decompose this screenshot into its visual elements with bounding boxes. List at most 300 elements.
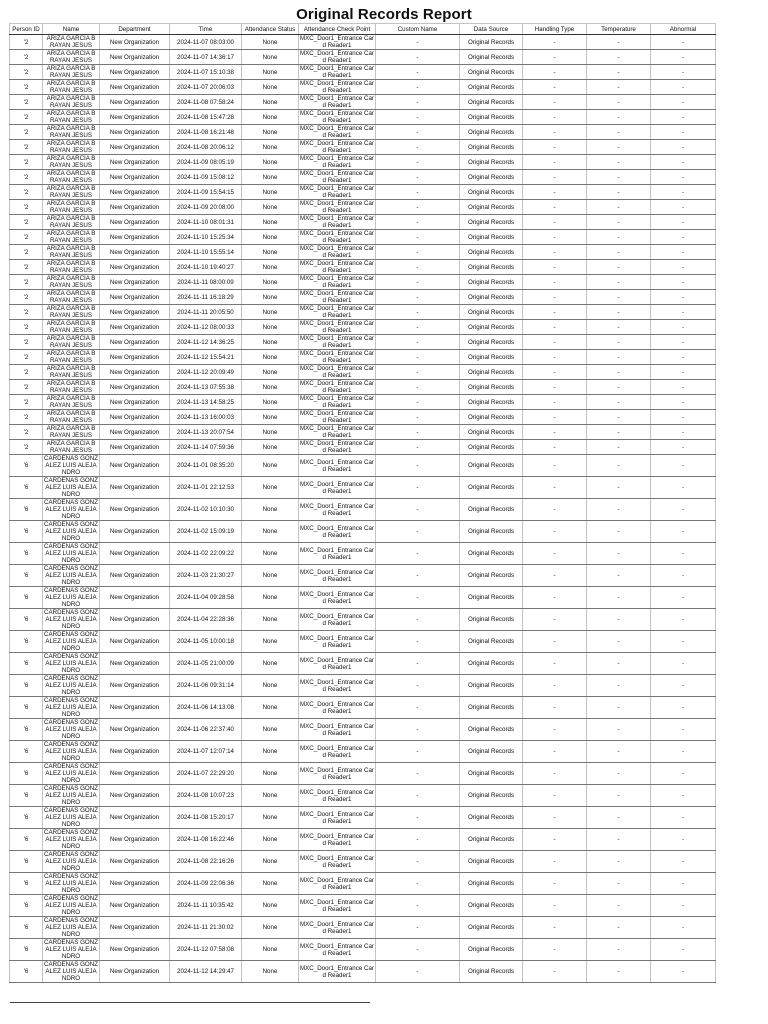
name-cell: ARIZA GARCIA B RAYAN JESUS: [43, 125, 100, 140]
check-point-cell: MXC_Door1_Entrance Card Reader1: [299, 521, 376, 543]
check-point-cell: MXC_Door1_Entrance Card Reader1: [300, 275, 374, 289]
status-cell: None: [242, 200, 299, 215]
data-source-cell: Original Records: [460, 80, 523, 95]
check-point-cell: MXC_Door1_Entrance Card Reader1: [300, 320, 374, 334]
time-cell: 2024-11-12 08:00:33: [170, 320, 242, 335]
table-row: [10, 365, 716, 380]
abnormal-cell: -: [651, 35, 716, 50]
abnormal-cell: -: [651, 477, 716, 499]
department-cell: New Organization: [100, 785, 170, 807]
table-row: [10, 125, 716, 140]
time-cell: 2024-11-07 20:06:03: [170, 80, 242, 95]
abnormal-cell: -: [651, 425, 716, 440]
time-cell: 2024-11-04 09:28:58: [170, 587, 242, 609]
department-cell: New Organization: [100, 719, 170, 741]
custom-name-cell: -: [376, 499, 460, 521]
name-cell: ARIZA GARCIA B RAYAN JESUS: [43, 395, 100, 410]
abnormal-cell: -: [651, 697, 716, 719]
time-cell: 2024-11-08 07:58:24: [170, 95, 242, 110]
data-source-cell: Original Records: [460, 719, 523, 741]
check-point-cell: MXC_Door1_Entrance Card Reader1: [300, 245, 374, 259]
name-cell: CARDENAS GONZALEZ LUIS ALEJANDRO: [44, 873, 98, 894]
status-cell: None: [242, 335, 299, 350]
data-source-cell: Original Records: [460, 365, 523, 380]
name-cell: ARIZA GARCIA B RAYAN JESUS: [43, 200, 100, 215]
check-point-cell: MXC_Door1_Entrance Card Reader1: [300, 155, 374, 169]
abnormal-cell: -: [651, 719, 716, 741]
department-cell: New Organization: [100, 917, 170, 939]
name-cell: CARDENAS GONZALEZ LUIS ALEJANDRO: [44, 675, 98, 696]
time-cell: 2024-11-04 22:28:36: [170, 609, 242, 631]
name-cell: CARDENAS GONZALEZ LUIS ALEJANDRO: [44, 829, 98, 850]
person-id-cell: '2: [10, 440, 43, 455]
abnormal-cell: -: [651, 185, 716, 200]
custom-name-cell: -: [376, 140, 460, 155]
handling-type-cell: -: [523, 653, 587, 675]
abnormal-cell: -: [651, 631, 716, 653]
table-row: [10, 587, 716, 609]
name-cell: ARIZA GARCIA B RAYAN JESUS: [43, 290, 100, 305]
time-cell: 2024-11-07 14:36:17: [170, 50, 242, 65]
temperature-cell: -: [587, 741, 651, 763]
temperature-cell: -: [587, 290, 651, 305]
person-id-cell: '2: [10, 230, 43, 245]
temperature-cell: -: [587, 335, 651, 350]
abnormal-cell: -: [651, 245, 716, 260]
status-cell: None: [242, 785, 299, 807]
temperature-cell: -: [587, 410, 651, 425]
data-source-cell: Original Records: [460, 895, 523, 917]
custom-name-cell: -: [376, 95, 460, 110]
table-row: [10, 215, 716, 230]
time-cell: 2024-11-12 14:29:47: [170, 961, 242, 983]
check-point-cell: MXC_Door1_Entrance Card Reader1: [299, 741, 376, 763]
temperature-cell: -: [587, 939, 651, 961]
data-source-cell: Original Records: [460, 170, 523, 185]
person-id-cell: '2: [10, 170, 43, 185]
person-id-cell: '2: [10, 95, 43, 110]
name-cell: CARDENAS GONZALEZ LUIS ALEJANDRO: [44, 851, 98, 872]
time-cell: 2024-11-09 15:08:12: [170, 170, 242, 185]
table-row: [10, 653, 716, 675]
department-cell: New Organization: [100, 499, 170, 521]
person-id-cell: '6: [10, 543, 43, 565]
status-cell: None: [242, 275, 299, 290]
temperature-cell: -: [587, 305, 651, 320]
department-cell: New Organization: [100, 290, 170, 305]
check-point-cell: MXC_Door1_Entrance Card Reader1: [300, 185, 374, 199]
status-cell: None: [242, 697, 299, 719]
abnormal-cell: -: [651, 365, 716, 380]
table-row: [10, 477, 716, 499]
custom-name-cell: -: [376, 675, 460, 697]
person-id-cell: '6: [10, 565, 43, 587]
name-cell: CARDENAS GONZALEZ LUIS ALEJANDRO: [44, 895, 98, 916]
data-source-cell: Original Records: [460, 631, 523, 653]
handling-type-cell: -: [523, 565, 587, 587]
temperature-cell: -: [587, 785, 651, 807]
department-cell: New Organization: [100, 895, 170, 917]
person-id-cell: '6: [10, 741, 43, 763]
custom-name-cell: -: [376, 719, 460, 741]
name-cell: CARDENAS GONZALEZ LUIS ALEJANDRO: [44, 807, 98, 828]
name-cell: CARDENAS GONZALEZ LUIS ALEJANDRO: [44, 939, 98, 960]
time-cell: 2024-11-02 22:09:22: [170, 543, 242, 565]
time-cell: 2024-11-07 12:07:14: [170, 741, 242, 763]
time-cell: 2024-11-02 15:09:19: [170, 521, 242, 543]
custom-name-cell: -: [376, 917, 460, 939]
department-cell: New Organization: [100, 741, 170, 763]
abnormal-cell: -: [651, 499, 716, 521]
check-point-cell: MXC_Door1_Entrance Card Reader1: [300, 380, 374, 394]
name-cell: ARIZA GARCIA B RAYAN JESUS: [43, 425, 100, 440]
table-row: [10, 807, 716, 829]
department-cell: New Organization: [100, 631, 170, 653]
check-point-cell: MXC_Door1_Entrance Card Reader1: [299, 895, 376, 917]
status-cell: None: [242, 260, 299, 275]
name-cell: CARDENAS GONZALEZ LUIS ALEJANDRO: [44, 587, 98, 608]
handling-type-cell: -: [523, 741, 587, 763]
table-row: [10, 763, 716, 785]
person-id-cell: '6: [10, 653, 43, 675]
handling-type-cell: -: [523, 80, 587, 95]
department-cell: New Organization: [100, 763, 170, 785]
name-cell: CARDENAS GONZALEZ LUIS ALEJANDRO: [44, 543, 98, 564]
temperature-cell: -: [587, 350, 651, 365]
time-cell: 2024-11-09 15:54:15: [170, 185, 242, 200]
abnormal-cell: -: [651, 939, 716, 961]
check-point-cell: MXC_Door1_Entrance Card Reader1: [300, 200, 374, 214]
handling-type-cell: -: [523, 245, 587, 260]
column-header-custom-name: Custom Name: [376, 24, 460, 35]
data-source-cell: Original Records: [460, 653, 523, 675]
data-source-cell: Original Records: [460, 477, 523, 499]
time-cell: 2024-11-08 15:47:28: [170, 110, 242, 125]
data-source-cell: Original Records: [460, 697, 523, 719]
status-cell: None: [242, 95, 299, 110]
name-cell: CARDENAS GONZALEZ LUIS ALEJANDRO: [44, 499, 98, 520]
temperature-cell: -: [587, 697, 651, 719]
table-row: [10, 380, 716, 395]
abnormal-cell: -: [651, 260, 716, 275]
status-cell: None: [242, 305, 299, 320]
data-source-cell: Original Records: [460, 873, 523, 895]
check-point-cell: MXC_Door1_Entrance Card Reader1: [300, 230, 374, 244]
abnormal-cell: -: [651, 65, 716, 80]
handling-type-cell: -: [523, 543, 587, 565]
check-point-cell: MXC_Door1_Entrance Card Reader1: [300, 170, 374, 184]
person-id-cell: '2: [10, 305, 43, 320]
handling-type-cell: -: [523, 719, 587, 741]
data-source-cell: Original Records: [460, 785, 523, 807]
custom-name-cell: -: [376, 807, 460, 829]
time-cell: 2024-11-09 20:08:00: [170, 200, 242, 215]
custom-name-cell: -: [376, 365, 460, 380]
check-point-cell: MXC_Door1_Entrance Card Reader1: [300, 365, 374, 379]
data-source-cell: Original Records: [460, 110, 523, 125]
abnormal-cell: -: [651, 335, 716, 350]
custom-name-cell: -: [376, 275, 460, 290]
person-id-cell: '2: [10, 380, 43, 395]
name-cell: ARIZA GARCIA B RAYAN JESUS: [43, 35, 100, 50]
records-body: [10, 35, 716, 983]
time-cell: 2024-11-13 14:58:25: [170, 395, 242, 410]
temperature-cell: -: [587, 365, 651, 380]
table-row: [10, 631, 716, 653]
data-source-cell: Original Records: [460, 380, 523, 395]
person-id-cell: '2: [10, 275, 43, 290]
status-cell: None: [242, 185, 299, 200]
department-cell: New Organization: [100, 200, 170, 215]
data-source-cell: Original Records: [460, 200, 523, 215]
abnormal-cell: -: [651, 609, 716, 631]
time-cell: 2024-11-06 22:37:40: [170, 719, 242, 741]
custom-name-cell: -: [376, 961, 460, 983]
status-cell: None: [242, 565, 299, 587]
status-cell: None: [242, 425, 299, 440]
handling-type-cell: -: [523, 50, 587, 65]
person-id-cell: '6: [10, 477, 43, 499]
custom-name-cell: -: [376, 230, 460, 245]
custom-name-cell: -: [376, 380, 460, 395]
handling-type-cell: -: [523, 320, 587, 335]
table-row: [10, 440, 716, 455]
name-cell: ARIZA GARCIA B RAYAN JESUS: [43, 320, 100, 335]
time-cell: 2024-11-12 15:54:21: [170, 350, 242, 365]
check-point-cell: MXC_Door1_Entrance Card Reader1: [300, 335, 374, 349]
time-cell: 2024-11-07 08:03:00: [170, 35, 242, 50]
name-cell: ARIZA GARCIA B RAYAN JESUS: [43, 410, 100, 425]
status-cell: None: [242, 477, 299, 499]
column-header-handling-type: Handling Type: [523, 24, 587, 35]
abnormal-cell: -: [651, 829, 716, 851]
table-row: [10, 260, 716, 275]
person-id-cell: '2: [10, 185, 43, 200]
table-row: [10, 410, 716, 425]
check-point-cell: MXC_Door1_Entrance Card Reader1: [299, 807, 376, 829]
status-cell: None: [242, 50, 299, 65]
department-cell: New Organization: [100, 477, 170, 499]
temperature-cell: -: [587, 873, 651, 895]
handling-type-cell: -: [523, 961, 587, 983]
check-point-cell: MXC_Door1_Entrance Card Reader1: [299, 587, 376, 609]
handling-type-cell: -: [523, 185, 587, 200]
person-id-cell: '6: [10, 917, 43, 939]
person-id-cell: '6: [10, 697, 43, 719]
table-row: [10, 785, 716, 807]
table-row: [10, 961, 716, 983]
person-id-cell: '2: [10, 350, 43, 365]
data-source-cell: Original Records: [460, 565, 523, 587]
abnormal-cell: -: [651, 275, 716, 290]
data-source-cell: Original Records: [460, 335, 523, 350]
table-row: [10, 455, 716, 477]
time-cell: 2024-11-11 16:18:29: [170, 290, 242, 305]
abnormal-cell: -: [651, 305, 716, 320]
department-cell: New Organization: [100, 440, 170, 455]
check-point-cell: MXC_Door1_Entrance Card Reader1: [300, 110, 374, 124]
temperature-cell: -: [587, 807, 651, 829]
table-row: [10, 245, 716, 260]
handling-type-cell: -: [523, 895, 587, 917]
table-row: [10, 80, 716, 95]
table-row: [10, 200, 716, 215]
person-id-cell: '2: [10, 35, 43, 50]
person-id-cell: '6: [10, 499, 43, 521]
abnormal-cell: -: [651, 125, 716, 140]
status-cell: None: [242, 719, 299, 741]
data-source-cell: Original Records: [460, 763, 523, 785]
name-cell: ARIZA GARCIA B RAYAN JESUS: [43, 275, 100, 290]
name-cell: ARIZA GARCIA B RAYAN JESUS: [43, 155, 100, 170]
time-cell: 2024-11-12 20:09:49: [170, 365, 242, 380]
handling-type-cell: -: [523, 335, 587, 350]
name-cell: ARIZA GARCIA B RAYAN JESUS: [43, 80, 100, 95]
table-row: [10, 917, 716, 939]
temperature-cell: -: [587, 185, 651, 200]
department-cell: New Organization: [100, 230, 170, 245]
temperature-cell: -: [587, 961, 651, 983]
handling-type-cell: -: [523, 675, 587, 697]
handling-type-cell: -: [523, 275, 587, 290]
data-source-cell: Original Records: [460, 125, 523, 140]
handling-type-cell: -: [523, 410, 587, 425]
handling-type-cell: -: [523, 425, 587, 440]
status-cell: None: [242, 741, 299, 763]
status-cell: None: [242, 365, 299, 380]
person-id-cell: '6: [10, 719, 43, 741]
custom-name-cell: -: [376, 50, 460, 65]
person-id-cell: '6: [10, 829, 43, 851]
time-cell: 2024-11-11 10:35:42: [170, 895, 242, 917]
temperature-cell: -: [587, 763, 651, 785]
time-cell: 2024-11-07 22:29:20: [170, 763, 242, 785]
custom-name-cell: -: [376, 543, 460, 565]
check-point-cell: MXC_Door1_Entrance Card Reader1: [300, 290, 374, 304]
handling-type-cell: -: [523, 395, 587, 410]
table-row: [10, 829, 716, 851]
temperature-cell: -: [587, 200, 651, 215]
person-id-cell: '2: [10, 215, 43, 230]
check-point-cell: MXC_Door1_Entrance Card Reader1: [299, 763, 376, 785]
table-row: [10, 155, 716, 170]
check-point-cell: MXC_Door1_Entrance Card Reader1: [300, 410, 374, 424]
time-cell: 2024-11-09 22:06:36: [170, 873, 242, 895]
handling-type-cell: -: [523, 631, 587, 653]
table-row: [10, 609, 716, 631]
check-point-cell: MXC_Door1_Entrance Card Reader1: [299, 499, 376, 521]
name-cell: CARDENAS GONZALEZ LUIS ALEJANDRO: [44, 961, 98, 982]
table-row: [10, 697, 716, 719]
status-cell: None: [242, 961, 299, 983]
status-cell: None: [242, 587, 299, 609]
check-point-cell: MXC_Door1_Entrance Card Reader1: [300, 440, 374, 454]
department-cell: New Organization: [100, 829, 170, 851]
data-source-cell: Original Records: [460, 521, 523, 543]
check-point-cell: MXC_Door1_Entrance Card Reader1: [299, 653, 376, 675]
temperature-cell: -: [587, 155, 651, 170]
name-cell: CARDENAS GONZALEZ LUIS ALEJANDRO: [44, 565, 98, 586]
check-point-cell: MXC_Door1_Entrance Card Reader1: [299, 543, 376, 565]
status-cell: None: [242, 609, 299, 631]
check-point-cell: MXC_Door1_Entrance Card Reader1: [299, 961, 376, 983]
department-cell: New Organization: [100, 155, 170, 170]
person-id-cell: '6: [10, 763, 43, 785]
custom-name-cell: -: [376, 455, 460, 477]
department-cell: New Organization: [100, 410, 170, 425]
department-cell: New Organization: [100, 110, 170, 125]
data-source-cell: Original Records: [460, 50, 523, 65]
data-source-cell: Original Records: [460, 587, 523, 609]
name-cell: ARIZA GARCIA B RAYAN JESUS: [43, 230, 100, 245]
person-id-cell: '2: [10, 80, 43, 95]
check-point-cell: MXC_Door1_Entrance Card Reader1: [299, 851, 376, 873]
handling-type-cell: -: [523, 365, 587, 380]
data-source-cell: Original Records: [460, 410, 523, 425]
check-point-cell: MXC_Door1_Entrance Card Reader1: [299, 785, 376, 807]
temperature-cell: -: [587, 275, 651, 290]
abnormal-cell: -: [651, 763, 716, 785]
abnormal-cell: -: [651, 675, 716, 697]
data-source-cell: Original Records: [460, 275, 523, 290]
table-row: [10, 719, 716, 741]
temperature-cell: -: [587, 917, 651, 939]
temperature-cell: -: [587, 50, 651, 65]
person-id-cell: '6: [10, 873, 43, 895]
person-id-cell: '2: [10, 65, 43, 80]
column-header-check-point: Attendance Check Point: [299, 24, 376, 35]
status-cell: None: [242, 125, 299, 140]
table-row: [10, 335, 716, 350]
custom-name-cell: -: [376, 350, 460, 365]
table-row: [10, 95, 716, 110]
department-cell: New Organization: [100, 565, 170, 587]
temperature-cell: -: [587, 675, 651, 697]
custom-name-cell: -: [376, 763, 460, 785]
time-cell: 2024-11-01 08:35:20: [170, 455, 242, 477]
table-row: [10, 350, 716, 365]
temperature-cell: -: [587, 587, 651, 609]
abnormal-cell: -: [651, 741, 716, 763]
custom-name-cell: -: [376, 565, 460, 587]
custom-name-cell: -: [376, 335, 460, 350]
abnormal-cell: -: [651, 587, 716, 609]
check-point-cell: MXC_Door1_Entrance Card Reader1: [300, 395, 374, 409]
data-source-cell: Original Records: [460, 155, 523, 170]
handling-type-cell: -: [523, 499, 587, 521]
data-source-cell: Original Records: [460, 215, 523, 230]
person-id-cell: '2: [10, 365, 43, 380]
data-source-cell: Original Records: [460, 35, 523, 50]
handling-type-cell: -: [523, 200, 587, 215]
person-id-cell: '6: [10, 895, 43, 917]
check-point-cell: MXC_Door1_Entrance Card Reader1: [299, 917, 376, 939]
abnormal-cell: -: [651, 80, 716, 95]
header-row: [10, 24, 716, 35]
custom-name-cell: -: [376, 609, 460, 631]
custom-name-cell: -: [376, 170, 460, 185]
status-cell: None: [242, 895, 299, 917]
column-header-data-source: Data Source: [460, 24, 523, 35]
name-cell: CARDENAS GONZALEZ LUIS ALEJANDRO: [44, 763, 98, 784]
data-source-cell: Original Records: [460, 65, 523, 80]
status-cell: None: [242, 350, 299, 365]
department-cell: New Organization: [100, 275, 170, 290]
department-cell: New Organization: [100, 365, 170, 380]
handling-type-cell: -: [523, 305, 587, 320]
temperature-cell: -: [587, 609, 651, 631]
data-source-cell: Original Records: [460, 230, 523, 245]
